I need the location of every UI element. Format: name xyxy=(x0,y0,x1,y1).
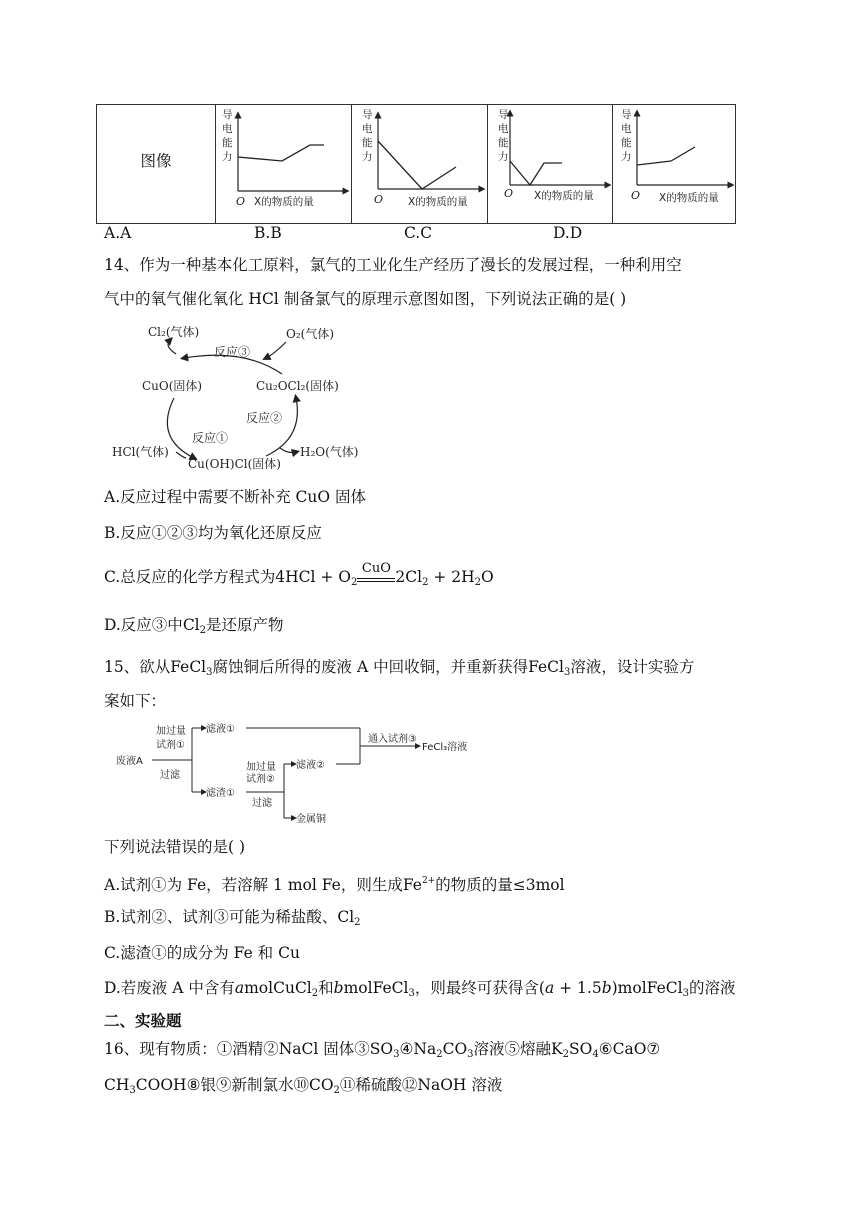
flow-product: FeCl₃溶液 xyxy=(422,742,468,753)
q16-line1-c: 溶液⑤熔融 xyxy=(473,1040,552,1058)
q13-option-b: B.B xyxy=(254,224,282,242)
y-label-2: 电 xyxy=(498,123,509,135)
q15-stem-line2: 案如下： xyxy=(104,692,167,710)
graph-a-svg xyxy=(216,105,351,219)
q15-stem-c: 溶液，设计实验方 xyxy=(570,658,695,676)
graph-c-svg xyxy=(488,105,612,219)
y-label-3: 能 xyxy=(222,137,233,149)
flow-filtrate1: 滤液① xyxy=(206,724,235,735)
q14-stem-line2: 气中的氧气催化氧化 HCl 制备氯气的原理示意图如图，下列说法正确的是( ) xyxy=(104,290,627,308)
x-axis-label: X的物质的量 xyxy=(254,196,314,208)
graph-d-svg xyxy=(613,105,735,219)
label-cu2ocl2: Cu₂OCl₂(固体) xyxy=(256,379,339,393)
q16-line1-d: ⑥CaO⑦ xyxy=(598,1040,661,1058)
y-label-2: 电 xyxy=(362,123,373,135)
q15-stem-line1: 15、欲从FeCl$_3$腐蚀铜后所得的废液 A 中回收铜，并重新获得FeCl$_3$溶液，设计实验方 xyxy=(104,658,695,678)
q15-option-d-3: ，则最终可获得含 xyxy=(414,979,539,997)
q15-stem-a: 15、欲从 xyxy=(104,658,171,676)
label-cuohcl: Cu(OH)Cl(固体) xyxy=(188,457,281,471)
y-label-4: 力 xyxy=(498,151,509,163)
q15-stem-b: 腐蚀铜后所得的废液 A 中回收铜，并重新获得 xyxy=(212,658,529,676)
q13-row-label-cell xyxy=(97,105,216,224)
q14-option-d-suffix: 是还原产物 xyxy=(206,616,284,634)
q14-equation-left: $4HCl + O_2$ xyxy=(275,568,358,588)
q16-line2-b: ⑧银⑨新制氯水⑩ xyxy=(186,1076,309,1094)
x-axis-label: X的物质的量 xyxy=(408,196,468,208)
flow-reagent1-b: 试剂① xyxy=(156,740,185,751)
q15-option-d: D.若废液 A 中含有amolCuCl$_2$和bmolFeCl$_3$，则最终可获得含(a + 1.5b)molFeCl$_3$的溶液 xyxy=(104,979,736,999)
curve-a xyxy=(238,145,324,161)
y-label-2: 电 xyxy=(621,123,632,135)
q15-option-d-4: 的溶液 xyxy=(688,979,736,997)
q15-option-c: C.滤渣①的成分为 Fe 和 Cu xyxy=(104,944,300,962)
q14-equation-right: $2Cl_2 + 2H_2O$ xyxy=(395,568,494,588)
q16-line2: $CH_3COOH⑧$银⑨新制氯水$⑩CO_2⑪$稀硫酸⑫NaOH 溶液 xyxy=(104,1076,503,1096)
label-h2o: H₂O(气体) xyxy=(300,445,359,459)
q16-line1-a: 16、现有物质：①酒精②NaCl 固体③ xyxy=(104,1040,370,1058)
q15-flow-diagram xyxy=(112,720,492,828)
q14-option-b: B.反应①②③均为氧化还原反应 xyxy=(104,524,322,542)
q14-option-d-prefix: D.反应③中 xyxy=(104,616,183,634)
q14-option-c xyxy=(104,561,494,594)
origin-label: O xyxy=(504,187,514,200)
q13-option-a: A.A xyxy=(104,224,132,242)
q15-question: 下列说法错误的是( ) xyxy=(104,838,246,856)
label-reaction3: 反应③ xyxy=(214,345,251,359)
q14-option-a: A.反应过程中需要不断补充 CuO 固体 xyxy=(104,488,367,506)
q14-cycle-diagram xyxy=(104,318,384,478)
q15-option-d-2: 和 xyxy=(318,979,334,997)
arrow-h2o-out xyxy=(280,448,296,453)
graph-b-svg xyxy=(352,105,487,219)
y-label-4: 力 xyxy=(222,151,233,163)
arrow-cl2-out xyxy=(168,340,176,354)
q13-graph-a xyxy=(216,105,352,224)
q13-option-d: D.D xyxy=(553,224,583,242)
flow-reagent2-b: 试剂② xyxy=(246,774,275,785)
y-label-1: 导 xyxy=(621,109,632,121)
x-axis-label: X的物质的量 xyxy=(659,192,719,204)
label-cl2: Cl₂(气体) xyxy=(148,325,200,339)
label-cuo: CuO(固体) xyxy=(142,379,203,393)
q15-option-a-2: 的物质的量≤3mol xyxy=(435,876,565,894)
q14-catalyst: CuO xyxy=(361,561,391,576)
y-label-3: 能 xyxy=(362,137,373,149)
q15-option-b-text: B.试剂②、试剂③可能为稀盐酸、 xyxy=(104,908,338,926)
label-hcl: HCl(气体) xyxy=(112,445,169,459)
q15-option-a-1: A.试剂①为 Fe，若溶解 1 mol Fe，则生成 xyxy=(104,876,403,894)
flow-waste: 废液A xyxy=(116,756,143,767)
q13-graph-b xyxy=(352,105,488,224)
q14-option-d: D.反应③中$Cl_2$是还原产物 xyxy=(104,616,284,636)
y-label-3: 能 xyxy=(498,137,509,149)
flow-filter2: 过滤 xyxy=(252,798,272,809)
curve-d xyxy=(637,147,695,165)
q13-graph-table xyxy=(96,104,736,224)
y-label-1: 导 xyxy=(222,109,233,121)
label-reaction2: 反应② xyxy=(246,411,283,425)
q13-option-c: C.C xyxy=(404,224,433,242)
q16-line1: 16、现有物质：①酒精②NaCl 固体$③SO_3④Na_2CO_3$溶液⑤熔融$K_2SO_4⑥CaO⑦$ xyxy=(104,1040,661,1060)
curve-b xyxy=(378,141,456,189)
flow-residue1: 滤渣① xyxy=(206,788,235,799)
q13-row-label: 图像 xyxy=(140,151,172,170)
q14-equation-arrow xyxy=(357,561,395,582)
arrow-reaction2 xyxy=(266,398,297,456)
flow-copper: 金属铜 xyxy=(296,814,326,825)
flow-filter1: 过滤 xyxy=(160,770,180,781)
y-label-2: 电 xyxy=(222,123,233,135)
origin-label: O xyxy=(631,189,641,202)
label-reaction1: 反应① xyxy=(192,431,229,445)
q15-option-d-1: D.若废液 A 中含有 xyxy=(104,979,235,997)
arrow-reaction1 xyxy=(167,398,194,458)
flow-reagent3: 通入试剂③ xyxy=(368,734,417,745)
x-axis-label: X的物质的量 xyxy=(534,190,594,202)
flow-filtrate2: 滤液② xyxy=(296,760,325,771)
q13-graph-c xyxy=(488,105,613,224)
label-o2: O₂(气体) xyxy=(286,327,335,341)
q15-option-b: B.试剂②、试剂③可能为稀盐酸、$Cl_2$ xyxy=(104,908,361,928)
y-label-4: 力 xyxy=(621,151,632,163)
y-label-1: 导 xyxy=(362,109,373,121)
origin-label: O xyxy=(236,195,246,208)
origin-label: O xyxy=(374,193,384,206)
curve-c xyxy=(510,161,562,185)
q15-option-a: A.试剂①为 Fe，若溶解 1 mol Fe，则生成$Fe^{2+}$的物质的量≤3mol xyxy=(104,876,565,894)
q13-graph-d xyxy=(613,105,736,224)
flow-reagent1-a: 加过量 xyxy=(156,726,186,737)
q14-stem-line1: 14、作为一种基本化工原料，氯气的工业化生产经历了漫长的发展过程，一种利用空 xyxy=(104,256,682,274)
q14-option-c-prefix: C.总反应的化学方程式为 xyxy=(104,568,276,586)
y-label-4: 力 xyxy=(362,151,373,163)
q16-line2-c: ⑪稀硫酸⑫NaOH 溶液 xyxy=(339,1076,503,1094)
y-label-1: 导 xyxy=(498,109,509,121)
q16-line1-b: ④ xyxy=(399,1040,414,1058)
y-label-3: 能 xyxy=(621,137,632,149)
section2-title: 二、实验题 xyxy=(104,1012,182,1030)
flow-reagent2-a: 加过量 xyxy=(246,762,276,773)
arrow-o2-in xyxy=(266,342,286,358)
